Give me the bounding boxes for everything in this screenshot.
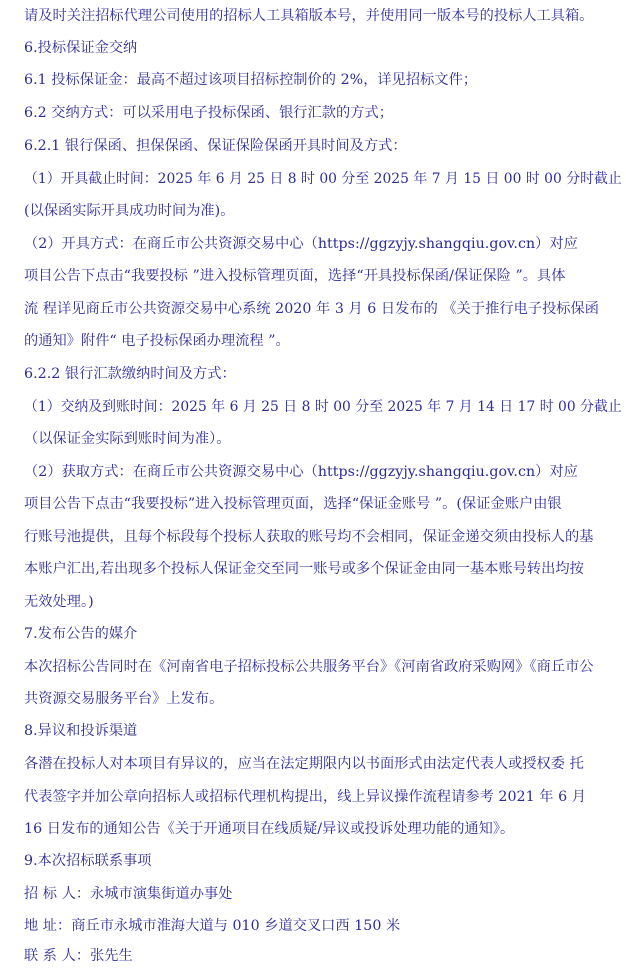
text-line: （1）交纳及到账时间：2025 年 6 月 25 日 8 时 00 分至 2025 年 7 月 14 日 17 时 00 分截止 bbox=[24, 399, 622, 415]
text-line: 项目公告下点击“我要投标 ”进入投标管理页面，选择“开具投标保函/保证保险 ”。具体 bbox=[24, 268, 566, 284]
text-line: 流 程详见商丘市公共资源交易中心系统 2020 年 3 月 6 日发布的 《关于推行电子投标保函 bbox=[24, 301, 600, 317]
text-line: 项目公告下点击“我要投标”进入投标管理页面，选择“保证金账号 ”。(保证金账户由银 bbox=[24, 496, 562, 512]
text-line: 请及时关注招标代理公司使用的招标人工具箱版本号，并使用同一版本号的投标人工具箱。 bbox=[24, 8, 594, 24]
section-heading-contacts: 9.本次招标联系事项 bbox=[24, 853, 152, 869]
contact-tenderer: 招 标 人：永城市演集街道办事处 bbox=[24, 886, 233, 902]
text-line: 代表签字并加公章向招标人或招标代理机构提出，线上异议操作流程请参考 2021 年 6 月 bbox=[24, 789, 586, 805]
section-heading-objection: 8.异议和投诉渠道 bbox=[24, 723, 138, 739]
text-line: （1）开具截止时间：2025 年 6 月 25 日 8 时 00 分至 2025 年 7 月 15 日 00 时 00 分时截止 bbox=[24, 171, 622, 187]
text-line: （2）获取方式：在商丘市公共资源交易中心（https://ggzyjy.shangqiu.gov.cn）对应 bbox=[24, 464, 578, 480]
contact-address: 地 址：商丘市永城市淮海大道与 010 乡道交叉口西 150 米 bbox=[24, 918, 401, 934]
text-line: （2）开具方式：在商丘市公共资源交易中心（https://ggzyjy.shangqiu.gov.cn）对应 bbox=[24, 236, 578, 252]
text-line: 6.2 交纳方式：可以采用电子投标保函、银行汇款的方式； bbox=[24, 105, 393, 121]
text-line: 6.1 投标保证金：最高不超过该项目招标控制价的 2%，详见招标文件； bbox=[24, 72, 478, 88]
text-line: （以保证金实际到账时间为准）。 bbox=[24, 431, 231, 447]
text-line: 共资源交易服务平台》上发布。 bbox=[24, 691, 224, 707]
text-line: 无效处理。) bbox=[24, 594, 94, 610]
contact-person: 联 系 人：张先生 bbox=[24, 948, 133, 964]
text-line: 各潜在投标人对本项目有异议的，应当在法定期限内以书面形式由法定代表人或授权委 托 bbox=[24, 756, 584, 772]
section-heading-bid-deposit: 6.投标保证金交纳 bbox=[24, 40, 138, 56]
text-line: 16 日发布的通知公告《关于开通项目在线质疑/异议或投诉处理功能的通知》。 bbox=[24, 821, 515, 837]
text-line: 6.2.2 银行汇款缴纳时间及方式： bbox=[24, 366, 236, 382]
text-line: 本账户汇出,若出现多个投标人保证金交至同一账号或多个保证金由同一基本账号转出均按 bbox=[24, 561, 584, 577]
text-line: 的通知》附件“ 电子投标保函办理流程 ”。 bbox=[24, 333, 290, 349]
text-line: 6.2.1 银行保函、担保保函、保证保险保函开具时间及方式： bbox=[24, 138, 407, 154]
text-line: 本次招标公告同时在《河南省电子招标投标公共服务平台》《河南省政府采购网》《商丘市公 bbox=[24, 659, 594, 675]
section-heading-media: 7.发布公告的媒介 bbox=[24, 626, 138, 642]
text-line: 行账号池提供，且每个标段每个投标人获取的账号均不会相同，保证金递交须由投标人的基 bbox=[24, 529, 594, 545]
text-line: (以保函实际开具成功时间为准)。 bbox=[24, 203, 235, 219]
